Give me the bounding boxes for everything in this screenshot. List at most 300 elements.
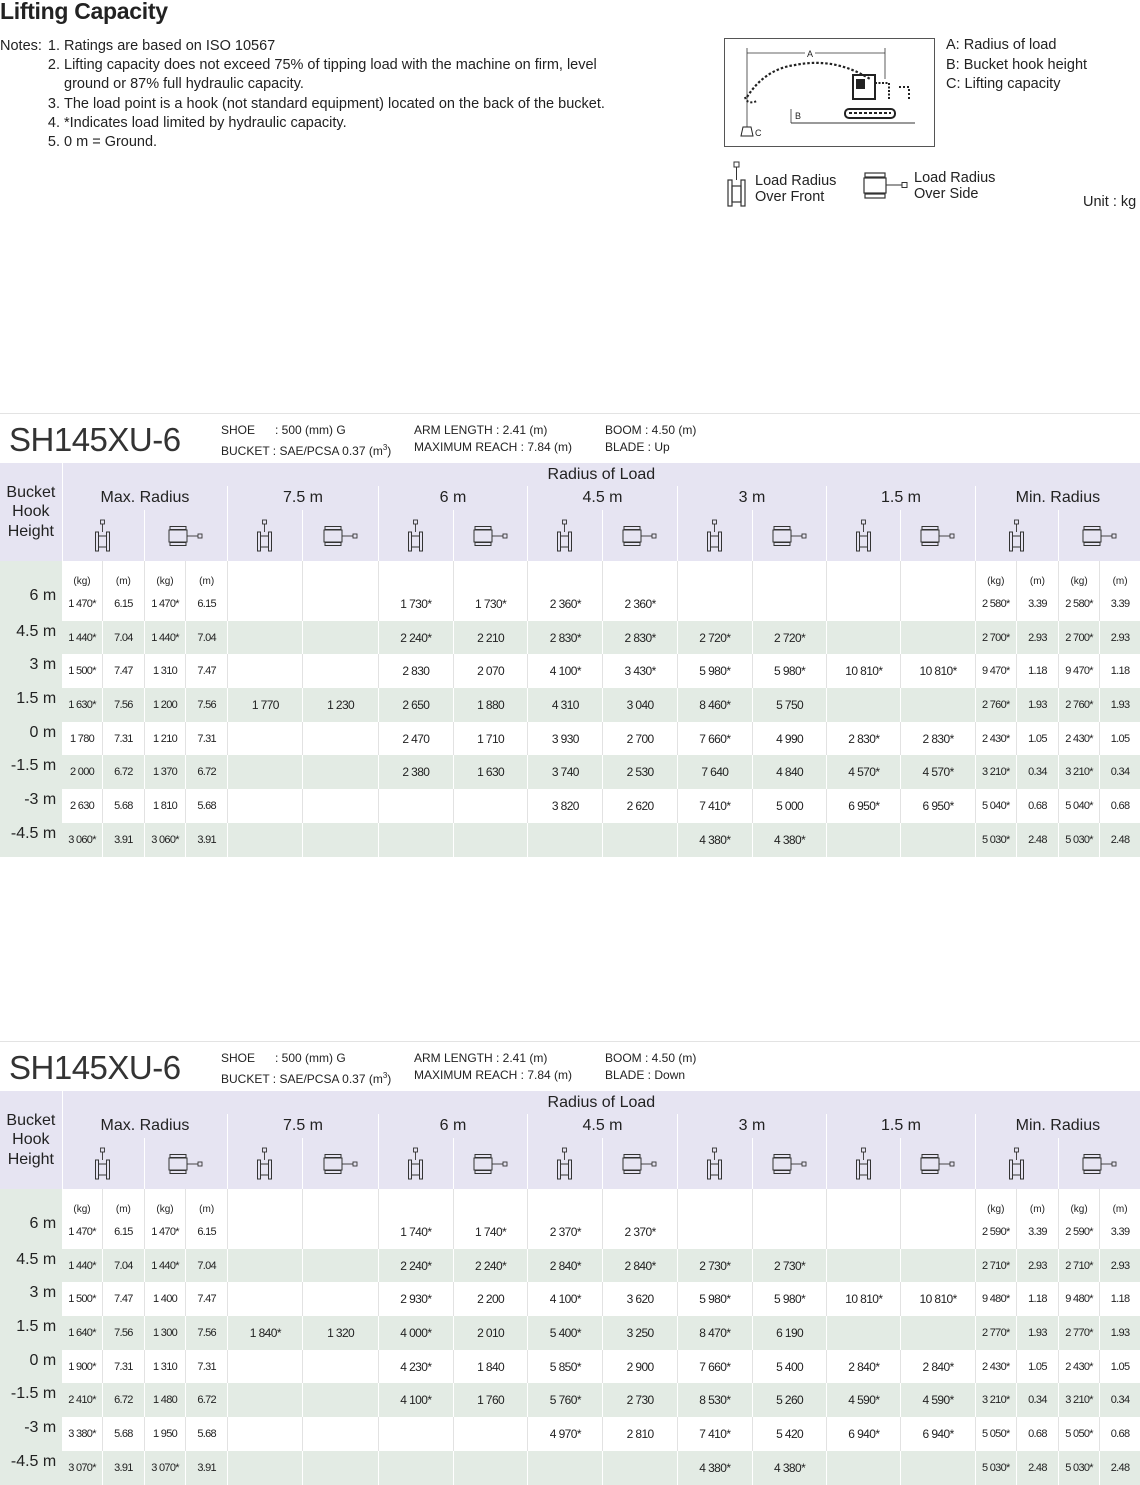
capacity-cell: 2 070 — [453, 654, 527, 688]
capacity-cell — [303, 1417, 378, 1451]
capacity-cell: 2 930* — [378, 1282, 453, 1316]
load-over-side-icon — [168, 525, 204, 547]
legend-side-line1: Load Radius — [914, 170, 996, 186]
capacity-cell — [901, 823, 975, 857]
capacity-cell — [303, 755, 378, 789]
min-radius-cell: 1.93 — [1016, 688, 1058, 722]
col-group-1-5m: 1.5 m — [827, 486, 976, 510]
col-group-1-5m: 1.5 m — [827, 1114, 976, 1138]
note-text: Lifting capacity does not exceed 75% of tipping load with the machine on firm, level ground or 87% full hydraulic capacity. — [64, 57, 597, 93]
capacity-cell — [228, 1282, 303, 1316]
capacity-cell: 6 950* — [901, 789, 975, 823]
capacity-cell — [303, 1215, 378, 1249]
row-height-label: 6 m — [0, 1215, 62, 1249]
min-radius-cell: 2.93 — [1100, 1249, 1140, 1283]
note-item — [0, 56, 644, 94]
load-over-side-icon — [772, 1153, 808, 1175]
max-radius-cell: 3.91 — [102, 823, 144, 857]
capacity-cell — [901, 1249, 975, 1283]
max-radius-cell: 7.04 — [186, 621, 228, 655]
min-radius-cell: 0.68 — [1100, 1417, 1140, 1451]
load-over-side-icon — [622, 1153, 658, 1175]
row-height-label: 3 m — [0, 654, 62, 688]
capacity-cell — [303, 1249, 378, 1283]
capacity-cell: 10 810* — [827, 654, 901, 688]
capacity-cell: 2 840* — [528, 1249, 603, 1283]
capacity-cell — [303, 823, 378, 857]
min-radius-cell: 3 210* — [1059, 755, 1100, 789]
table-row — [0, 1316, 1140, 1350]
min-radius-cell: 5 030* — [1059, 1451, 1100, 1485]
capacity-cell: 2 810 — [603, 1417, 677, 1451]
unit-label-cell: (m) — [1016, 561, 1058, 587]
capacity-cell — [827, 587, 901, 621]
capacity-cell: 4 570* — [901, 755, 975, 789]
capacity-cell: 1 840* — [228, 1316, 303, 1350]
table-row — [0, 1451, 1140, 1485]
max-radius-cell: 1 900* — [68, 1360, 96, 1373]
legend-item: C: Lifting capacity — [946, 76, 1061, 92]
max-radius-cell: 1 500* — [68, 1293, 96, 1306]
note-number: 4. — [47, 114, 60, 131]
col-group-3m: 3 m — [677, 1114, 827, 1138]
row-height-label: -3 m — [0, 1417, 62, 1451]
spec-reach: MAXIMUM REACH : 7.84 (m) — [414, 1068, 573, 1082]
spec-reach: MAXIMUM REACH : 7.84 (m) — [414, 440, 573, 454]
capacity-cell: 2 650 — [378, 688, 453, 722]
min-radius-cell: 2 710* — [1059, 1249, 1100, 1283]
table-row — [0, 654, 1140, 688]
max-radius-cell: 1 440* — [144, 1249, 185, 1283]
max-radius-cell: 7.56 — [186, 688, 228, 722]
capacity-cell: 2 700 — [603, 722, 677, 756]
capacity-cell — [752, 587, 826, 621]
min-radius-cell: 0.34 — [1100, 755, 1140, 789]
lifting-capacity-table — [0, 1091, 1140, 1485]
table-row — [0, 621, 1140, 655]
load-over-side-icon — [168, 1153, 204, 1175]
min-radius-cell: 2 710* — [975, 1249, 1016, 1283]
max-radius-cell: 1 640* — [62, 1316, 102, 1350]
min-radius-cell: 9 480* — [1059, 1282, 1100, 1316]
diagram-label-b: B — [795, 111, 802, 121]
min-radius-cell: 9 480* — [975, 1282, 1016, 1316]
min-radius-cell: 0.34 — [1100, 1383, 1140, 1417]
min-radius-cell: 5 050* — [975, 1417, 1016, 1451]
min-radius-cell: 3.39 — [1016, 1215, 1058, 1249]
col-group-4-5m: 4.5 m — [528, 486, 678, 510]
load-over-side-icon — [1082, 1153, 1118, 1175]
min-radius-cell: 1.18 — [1100, 1282, 1140, 1316]
capacity-cell — [228, 823, 303, 857]
capacity-cell: 5 400 — [752, 1350, 826, 1384]
capacity-cell — [677, 1215, 752, 1249]
bucket-hook-height-header: Bucket Hook Height — [0, 463, 62, 561]
row-height-label: 4.5 m — [0, 1249, 62, 1283]
max-radius-cell: 6.72 — [102, 1383, 144, 1417]
capacity-cell: 2 830* — [603, 621, 677, 655]
max-radius-cell: 3 070* — [144, 1451, 185, 1485]
min-radius-cell: 2 430* — [975, 722, 1016, 756]
max-radius-cell: 7.47 — [186, 1282, 228, 1316]
notes-label: Notes: — [0, 38, 42, 54]
min-radius-cell: 5 040* — [1059, 789, 1100, 823]
row-height-label: 1.5 m — [0, 1316, 62, 1350]
capacity-cell: 1 740* — [453, 1215, 527, 1249]
capacity-cell: 5 420 — [752, 1417, 826, 1451]
note-text: 0 m = Ground. — [64, 134, 158, 151]
min-radius-cell: 2 430* — [1059, 722, 1100, 756]
min-radius-cell: 2.48 — [1100, 823, 1140, 857]
capacity-cell: 2 360* — [528, 587, 603, 621]
min-radius-cell: 3 210* — [1059, 1383, 1100, 1417]
max-radius-cell: 5.68 — [102, 1417, 144, 1451]
capacity-cell: 3 040 — [603, 688, 677, 722]
capacity-cell: 4 590* — [901, 1383, 975, 1417]
capacity-cell: 1 880 — [453, 688, 527, 722]
spec-shoe-bucket — [221, 1050, 391, 1088]
capacity-cell — [827, 1451, 901, 1485]
capacity-cell: 3 620 — [603, 1282, 677, 1316]
capacity-cell: 7 660* — [677, 1350, 752, 1384]
min-radius-cell: 3.39 — [1016, 587, 1058, 621]
min-radius-cell: 3.39 — [1100, 587, 1140, 621]
model-name: SH145XU-6 — [9, 1049, 181, 1086]
min-radius-cell: 5 030* — [1059, 823, 1100, 857]
capacity-cell: 4 310 — [528, 688, 603, 722]
max-radius-cell: 7.04 — [102, 621, 144, 655]
col-group-6m: 6 m — [378, 1114, 528, 1138]
max-radius-cell: 1 300 — [144, 1316, 185, 1350]
max-radius-cell: 2 000 — [62, 755, 102, 789]
capacity-cell: 4 380* — [677, 1451, 752, 1485]
max-radius-cell: 6.72 — [102, 755, 144, 789]
load-over-front-icon — [407, 1147, 425, 1181]
unit-label-cell: (m) — [1016, 1189, 1058, 1215]
capacity-cell: 5 260 — [752, 1383, 826, 1417]
min-radius-cell: 0.68 — [1100, 789, 1140, 823]
capacity-cell: 4 840 — [752, 755, 826, 789]
col-group-7-5m: 7.5 m — [228, 486, 379, 510]
unit-label-cell: (kg) — [1059, 1189, 1100, 1215]
capacity-cell: 7 660* — [677, 722, 752, 756]
table-row — [0, 1383, 1140, 1417]
capacity-cell: 1 230 — [303, 688, 378, 722]
min-radius-cell: 1.93 — [1016, 1316, 1058, 1350]
unit-label-cell: (kg) — [73, 1204, 91, 1215]
capacity-cell — [303, 1451, 378, 1485]
capacity-cell — [228, 722, 303, 756]
min-radius-cell: 2.93 — [1100, 621, 1140, 655]
min-radius-cell: 5 040* — [975, 789, 1016, 823]
capacity-cell: 10 810* — [901, 1282, 975, 1316]
spec-arm: ARM LENGTH : 2.41 (m) — [414, 423, 548, 437]
capacity-cell: 4 590* — [827, 1383, 901, 1417]
load-over-front-icon — [855, 519, 873, 553]
capacity-cell: 2 730 — [603, 1383, 677, 1417]
capacity-cell — [901, 688, 975, 722]
max-radius-cell: 6.15 — [102, 587, 144, 621]
max-radius-cell: 1 310 — [144, 1350, 185, 1384]
spec-shoe-bucket — [221, 422, 391, 460]
page-title: Lifting Capacity — [0, 0, 168, 24]
capacity-cell — [303, 654, 378, 688]
min-radius-cell: 2 580* — [1059, 587, 1100, 621]
min-radius-cell: 2.48 — [1016, 1451, 1058, 1485]
max-radius-cell: 1 470* — [68, 597, 96, 610]
load-over-side-icon — [920, 525, 956, 547]
capacity-cell — [228, 1350, 303, 1384]
min-radius-cell: 2 430* — [1059, 1350, 1100, 1384]
capacity-cell: 2 530 — [603, 755, 677, 789]
row-height-label: 1.5 m — [0, 688, 62, 722]
capacity-cell: 8 530* — [677, 1383, 752, 1417]
capacity-cell — [303, 1350, 378, 1384]
max-radius-cell: 7.47 — [186, 654, 228, 688]
capacity-cell — [228, 1417, 303, 1451]
capacity-cell: 2 240* — [378, 1249, 453, 1283]
max-radius-cell: 7.56 — [102, 1316, 144, 1350]
spec-shoe: SHOE : 500 (mm) G — [221, 423, 346, 437]
spec-boom-blade — [605, 422, 696, 456]
note-text: *Indicates load limited by hydraulic capacity. — [64, 114, 347, 131]
load-over-front-icon — [726, 160, 750, 208]
max-radius-cell: 1 630* — [62, 688, 102, 722]
max-radius-cell: 1 470* — [144, 587, 185, 621]
note-item — [0, 37, 644, 56]
capacity-cell — [228, 755, 303, 789]
max-radius-cell: 3.91 — [186, 823, 228, 857]
legend-side-line2: Over Side — [914, 186, 979, 202]
capacity-cell — [677, 587, 752, 621]
max-radius-cell: 1 370 — [144, 755, 185, 789]
max-radius-cell: 6.72 — [186, 1383, 228, 1417]
min-radius-cell: 1.05 — [1100, 722, 1140, 756]
col-group-min-radius: Min. Radius — [975, 1114, 1140, 1138]
max-radius-cell: 1 200 — [144, 688, 185, 722]
legend-over-side — [862, 170, 995, 202]
capacity-cell: 1 630 — [453, 755, 527, 789]
capacity-cell: 10 810* — [901, 654, 975, 688]
capacity-cell: 2 370* — [603, 1215, 677, 1249]
max-radius-cell: 1 470* — [144, 1215, 185, 1249]
diagram-label-c: C — [755, 128, 762, 138]
load-over-side-icon — [323, 525, 359, 547]
capacity-cell — [303, 1383, 378, 1417]
max-radius-cell: 7.04 — [186, 1249, 228, 1283]
load-over-front-icon — [94, 519, 112, 553]
capacity-cell: 6 190 — [752, 1316, 826, 1350]
unit-label-cell: (m) — [1100, 1189, 1140, 1215]
col-group-max-radius: Max. Radius — [100, 489, 190, 506]
capacity-cell: 4 230* — [378, 1350, 453, 1384]
capacity-cell: 2 240* — [453, 1249, 527, 1283]
load-over-front-icon — [556, 519, 574, 553]
load-over-side-icon — [920, 1153, 956, 1175]
capacity-cell — [752, 1215, 826, 1249]
min-radius-cell: 1.18 — [1100, 654, 1140, 688]
spec-arm-reach — [414, 422, 572, 456]
capacity-cell: 2 720* — [752, 621, 826, 655]
unit-row — [0, 1189, 1140, 1215]
capacity-cell — [228, 621, 303, 655]
min-radius-cell: 2 700* — [1059, 621, 1100, 655]
min-radius-cell: 2.93 — [1016, 621, 1058, 655]
note-text: The load point is a hook (not standard equipment) located on the back of the bucket. — [64, 95, 605, 112]
capacity-cell: 2 830* — [901, 722, 975, 756]
capacity-cell — [228, 1383, 303, 1417]
load-over-front-icon — [855, 1147, 873, 1181]
min-radius-cell: 2 770* — [975, 1316, 1016, 1350]
max-radius-cell: 7.47 — [102, 654, 144, 688]
capacity-cell: 2 830* — [528, 621, 603, 655]
capacity-cell — [303, 1282, 378, 1316]
col-group-7-5m: 7.5 m — [228, 1114, 379, 1138]
load-over-front-icon — [407, 519, 425, 553]
load-over-front-icon — [94, 1147, 112, 1181]
max-radius-cell: 5.68 — [102, 789, 144, 823]
load-over-front-icon — [556, 1147, 574, 1181]
capacity-cell — [827, 688, 901, 722]
capacity-cell — [528, 1451, 603, 1485]
capacity-cell — [378, 1451, 453, 1485]
load-over-side-icon — [622, 525, 658, 547]
capacity-cell — [378, 1417, 453, 1451]
spec-blade: BLADE : Down — [605, 1068, 686, 1082]
capacity-cell: 4 570* — [827, 755, 901, 789]
max-radius-cell: 7.31 — [102, 722, 144, 756]
spec-arm: ARM LENGTH : 2.41 (m) — [414, 1051, 548, 1065]
min-radius-cell: 2 590* — [975, 1215, 1016, 1249]
max-radius-cell: 1 440* — [62, 621, 102, 655]
note-text: Ratings are based on ISO 10567 — [64, 38, 276, 54]
capacity-cell: 5 000 — [752, 789, 826, 823]
diagram-legend — [946, 36, 1087, 95]
load-over-front-icon — [706, 519, 724, 553]
capacity-cell: 2 210 — [453, 621, 527, 655]
col-group-3m: 3 m — [677, 486, 827, 510]
min-radius-cell: 5 030* — [975, 823, 1016, 857]
unit-row — [0, 561, 1140, 587]
capacity-cell: 6 950* — [827, 789, 901, 823]
load-over-side-icon — [862, 170, 910, 202]
capacity-cell: 4 000* — [378, 1316, 453, 1350]
capacity-cell: 1 710 — [453, 722, 527, 756]
max-radius-cell: 3 070* — [62, 1451, 102, 1485]
capacity-cell: 7 410* — [677, 1417, 752, 1451]
spec-boom: BOOM : 4.50 (m) — [605, 423, 697, 437]
row-height-label: 0 m — [0, 1350, 62, 1384]
min-radius-cell: 1.05 — [1100, 1350, 1140, 1384]
excavator-diagram — [724, 38, 935, 147]
capacity-cell: 5 850* — [528, 1350, 603, 1384]
capacity-cell: 2 840* — [827, 1350, 901, 1384]
min-radius-cell: 5 030* — [975, 1451, 1016, 1485]
min-radius-cell: 2 700* — [975, 621, 1016, 655]
max-radius-cell: 1 210 — [144, 722, 185, 756]
spec-boom-blade — [605, 1050, 696, 1084]
capacity-cell: 2 840* — [603, 1249, 677, 1283]
table-row — [0, 1417, 1140, 1451]
table-row — [0, 688, 1140, 722]
col-group-max-radius: Max. Radius — [100, 1117, 190, 1134]
min-radius-cell: 3 210* — [975, 1383, 1016, 1417]
capacity-cell: 2 730* — [752, 1249, 826, 1283]
min-radius-cell: 2.48 — [1100, 1451, 1140, 1485]
table-row — [0, 1249, 1140, 1283]
unit-label-cell: (kg) — [144, 1189, 185, 1215]
unit-label-cell: (m) — [102, 561, 144, 587]
min-radius-cell: 2 580* — [975, 587, 1016, 621]
max-radius-cell: 5.68 — [186, 1417, 228, 1451]
max-radius-cell: 7.31 — [186, 722, 228, 756]
capacity-cell: 2 360* — [603, 587, 677, 621]
max-radius-cell: 7.56 — [186, 1316, 228, 1350]
load-over-side-icon — [772, 525, 808, 547]
excavator-icon — [725, 39, 934, 146]
capacity-cell — [603, 823, 677, 857]
capacity-cell: 5 760* — [528, 1383, 603, 1417]
capacity-cell — [453, 1417, 527, 1451]
min-radius-cell: 2 590* — [1059, 1215, 1100, 1249]
notes — [0, 37, 644, 152]
max-radius-cell: 1 400 — [144, 1282, 185, 1316]
max-radius-cell: 7.04 — [102, 1249, 144, 1283]
capacity-cell: 5 980* — [677, 1282, 752, 1316]
min-radius-cell: 2 760* — [975, 688, 1016, 722]
capacity-cell: 2 720* — [677, 621, 752, 655]
load-over-front-icon — [256, 519, 274, 553]
capacity-cell: 5 980* — [752, 654, 826, 688]
min-radius-cell: 1.18 — [1016, 1282, 1058, 1316]
capacity-cell: 4 100* — [528, 1282, 603, 1316]
capacity-cell — [303, 621, 378, 655]
capacity-cell: 8 470* — [677, 1316, 752, 1350]
max-radius-cell: 1 440* — [62, 1249, 102, 1283]
capacity-cell: 3 740 — [528, 755, 603, 789]
row-height-label: 6 m — [0, 587, 62, 621]
capacity-cell — [453, 1451, 527, 1485]
max-radius-cell: 1 500* — [68, 665, 96, 678]
table-row — [0, 1215, 1140, 1249]
capacity-cell: 3 430* — [603, 654, 677, 688]
capacity-cell: 2 840* — [901, 1350, 975, 1384]
capacity-cell: 1 760 — [453, 1383, 527, 1417]
max-radius-cell: 1 950 — [144, 1417, 185, 1451]
capacity-cell — [827, 823, 901, 857]
capacity-cell — [901, 621, 975, 655]
radius-of-load-header: Radius of Load — [547, 1093, 656, 1111]
diagram-label-a: A — [806, 49, 814, 59]
row-height-label: 0 m — [0, 722, 62, 756]
capacity-cell: 3 930 — [528, 722, 603, 756]
capacity-cell: 5 400* — [528, 1316, 603, 1350]
capacity-cell — [303, 587, 378, 621]
capacity-cell — [901, 587, 975, 621]
lifting-capacity-table — [0, 463, 1140, 857]
table-row — [0, 1350, 1140, 1384]
col-group-min-radius: Min. Radius — [975, 486, 1140, 510]
capacity-cell — [901, 1215, 975, 1249]
min-radius-cell: 0.68 — [1016, 789, 1058, 823]
capacity-cell: 2 900 — [603, 1350, 677, 1384]
min-radius-cell: 1.05 — [1016, 722, 1058, 756]
capacity-cell: 5 980* — [752, 1282, 826, 1316]
capacity-cell — [228, 654, 303, 688]
capacity-cell: 4 970* — [528, 1417, 603, 1451]
unit-label-cell: (m) — [186, 561, 228, 587]
capacity-cell: 5 750 — [752, 688, 826, 722]
